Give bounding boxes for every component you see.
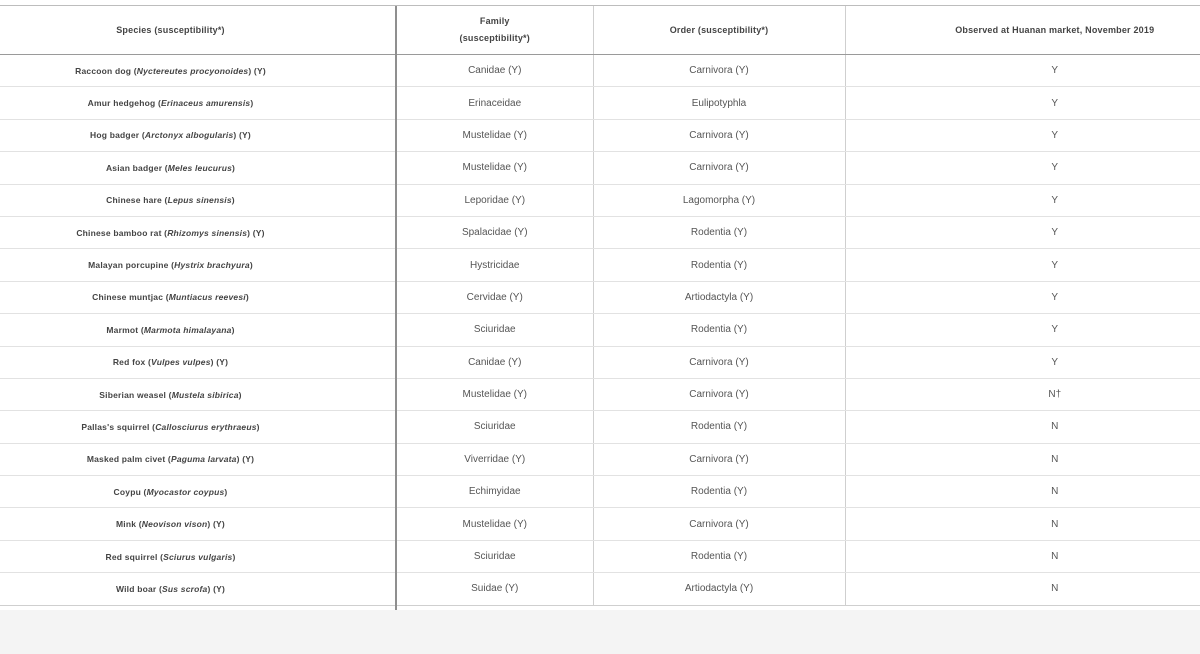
species-latin-name: Muntiacus reevesi [168, 292, 246, 303]
cell-family: Canidae (Y) [396, 55, 593, 87]
header-family-line2: (susceptibility*) [459, 33, 530, 43]
species-common-name: Red fox [112, 357, 146, 368]
table-row [0, 152, 1200, 184]
cell-observed: Y [845, 152, 1200, 184]
cell-family: Mustelidae (Y) [396, 508, 593, 540]
cell-observed: Y [845, 184, 1200, 216]
cell-species: Red squirrel (Sciurus vulgaris) [0, 540, 396, 572]
cell-species: Malayan porcupine (Hystrix brachyura) [0, 249, 396, 281]
cell-observed: Y [845, 216, 1200, 248]
cell-species: Chinese bamboo rat (Rhizomys sinensis) (Y) [0, 216, 396, 248]
cell-species: Marmot (Marmota himalayana) [0, 314, 396, 346]
species-latin-name: Rhizomys sinensis [167, 227, 248, 238]
cell-observed: Y [845, 87, 1200, 119]
cell-observed: Y [845, 346, 1200, 378]
species-susceptibility: (Y) [242, 454, 255, 465]
species-latin-name: Arctonyx albogularis [144, 130, 234, 141]
table-row [0, 378, 1200, 410]
species-common-name: Coypu [113, 486, 141, 497]
species-latin-name: Lepus sinensis [167, 195, 232, 206]
species-susceptibility: (Y) [253, 65, 266, 76]
species-susceptibility: (Y) [216, 357, 229, 368]
species-common-name: Amur hedgehog [87, 98, 156, 109]
species-latin-name: Neovison vison [141, 519, 208, 530]
cell-order: Artiodactyla (Y) [593, 281, 845, 313]
cell-observed: N [845, 508, 1200, 540]
cell-order: Rodentia (Y) [593, 411, 845, 443]
table-row [0, 184, 1200, 216]
table-row [0, 216, 1200, 248]
cell-family: Hystricidae [396, 249, 593, 281]
species-common-name: Malayan porcupine [88, 260, 169, 271]
species-common-name: Chinese hare [106, 195, 162, 206]
header-observed: Observed at Huanan market, November 2019 [845, 6, 1200, 55]
cell-family: Erinaceidae [396, 87, 593, 119]
header-order: Order (susceptibility*) [593, 6, 845, 55]
table-row [0, 540, 1200, 572]
cell-species: Siberian weasel (Mustela sibirica) [0, 378, 396, 410]
cell-family: Spalacidae (Y) [396, 216, 593, 248]
species-common-name: Red squirrel [105, 551, 158, 562]
cell-species: Pallas's squirrel (Callosciurus erythraeus) [0, 411, 396, 443]
cell-species: Asian badger (Meles leucurus) [0, 152, 396, 184]
cell-species: Masked palm civet (Paguma larvata) (Y) [0, 443, 396, 475]
cell-observed: Y [845, 249, 1200, 281]
species-table [0, 6, 1200, 606]
header-species: Species (susceptibility*) [0, 6, 396, 55]
table-row [0, 508, 1200, 540]
cell-species: Chinese hare (Lepus sinensis) [0, 184, 396, 216]
cell-family: Viverridae (Y) [396, 443, 593, 475]
cell-family: Suidae (Y) [396, 573, 593, 605]
table-row [0, 281, 1200, 313]
table-row [0, 119, 1200, 151]
cell-observed: Y [845, 119, 1200, 151]
table-row [0, 55, 1200, 87]
cell-species: Raccoon dog (Nyctereutes procyonoides) (Y) [0, 55, 396, 87]
cell-species: Hog badger (Arctonyx albogularis) (Y) [0, 119, 396, 151]
species-common-name: Wild boar [115, 583, 157, 594]
table-row [0, 346, 1200, 378]
cell-order: Eulipotyphla [593, 87, 845, 119]
species-latin-name: Paguma larvata [170, 454, 237, 465]
species-latin-name: Vulpes vulpes [151, 357, 211, 368]
table-row [0, 411, 1200, 443]
cell-family: Sciuridae [396, 540, 593, 572]
header-family-line1: Family [479, 16, 510, 26]
header-family [396, 6, 593, 55]
table-row [0, 314, 1200, 346]
cell-family: Leporidae (Y) [396, 184, 593, 216]
table-body [0, 55, 1200, 606]
cell-species: Red fox (Vulpes vulpes) (Y) [0, 346, 396, 378]
species-susceptibility: (Y) [213, 519, 225, 530]
cell-order: Carnivora (Y) [593, 152, 845, 184]
species-latin-name: Hystrix brachyura [174, 260, 250, 271]
cell-order: Artiodactyla (Y) [593, 573, 845, 605]
table-header [0, 6, 1200, 55]
cell-observed: N† [845, 378, 1200, 410]
header-row [0, 6, 1200, 55]
cell-family: Mustelidae (Y) [396, 152, 593, 184]
cell-observed: N [845, 540, 1200, 572]
cell-order: Lagomorpha (Y) [593, 184, 845, 216]
species-common-name: Mink [116, 519, 137, 530]
cell-family: Canidae (Y) [396, 346, 593, 378]
species-susceptibility: (Y) [213, 583, 226, 594]
species-latin-name: Nyctereutes procyonoides [136, 65, 249, 76]
species-common-name: Raccoon dog [75, 65, 132, 76]
cell-order: Carnivora (Y) [593, 378, 845, 410]
cell-observed: N [845, 443, 1200, 475]
cell-family: Mustelidae (Y) [396, 119, 593, 151]
species-common-name: Siberian weasel [99, 389, 167, 400]
species-latin-name: Sciurus vulgaris [163, 551, 233, 562]
species-latin-name: Meles leucurus [167, 162, 233, 173]
cell-order: Carnivora (Y) [593, 508, 845, 540]
cell-order: Carnivora (Y) [593, 443, 845, 475]
cell-order: Carnivora (Y) [593, 119, 845, 151]
cell-order: Rodentia (Y) [593, 476, 845, 508]
cell-order: Carnivora (Y) [593, 346, 845, 378]
cell-species: Wild boar (Sus scrofa) (Y) [0, 573, 396, 605]
species-common-name: Masked palm civet [86, 454, 166, 465]
cell-observed: N [845, 476, 1200, 508]
cell-order: Rodentia (Y) [593, 249, 845, 281]
species-common-name: Pallas's squirrel [81, 421, 150, 432]
cell-species: Chinese muntjac (Muntiacus reevesi) [0, 281, 396, 313]
cell-family: Mustelidae (Y) [396, 378, 593, 410]
cell-species: Coypu (Myocastor coypus) [0, 476, 396, 508]
table-row [0, 249, 1200, 281]
table-row [0, 476, 1200, 508]
cell-family: Sciuridae [396, 314, 593, 346]
table-row [0, 87, 1200, 119]
cell-order: Rodentia (Y) [593, 314, 845, 346]
column-divider-tail [395, 605, 397, 610]
species-common-name: Chinese muntjac [92, 292, 164, 303]
species-latin-name: Callosciurus erythraeus [155, 421, 257, 432]
species-common-name: Asian badger [105, 162, 163, 173]
cell-observed: N [845, 411, 1200, 443]
species-latin-name: Myocastor coypus [146, 486, 225, 497]
cell-species: Amur hedgehog (Erinaceus amurensis) [0, 87, 396, 119]
species-susceptibility: (Y) [252, 227, 265, 238]
cell-species: Mink (Neovison vison) (Y) [0, 508, 396, 540]
species-common-name: Chinese bamboo rat [76, 227, 162, 238]
species-susceptibility: (Y) [239, 130, 251, 141]
cell-family: Cervidae (Y) [396, 281, 593, 313]
species-latin-name: Mustela sibirica [171, 389, 239, 400]
cell-observed: Y [845, 314, 1200, 346]
table-row [0, 443, 1200, 475]
cell-family: Sciuridae [396, 411, 593, 443]
species-latin-name: Marmota himalayana [143, 324, 232, 335]
species-common-name: Marmot [106, 324, 139, 335]
species-common-name: Hog badger [90, 130, 140, 141]
table-row [0, 573, 1200, 605]
cell-family: Echimyidae [396, 476, 593, 508]
cell-order: Rodentia (Y) [593, 216, 845, 248]
cell-order: Carnivora (Y) [593, 55, 845, 87]
species-latin-name: Erinaceus amurensis [161, 98, 251, 109]
cell-observed: Y [845, 281, 1200, 313]
species-latin-name: Sus scrofa [162, 583, 208, 594]
cell-order: Rodentia (Y) [593, 540, 845, 572]
cell-observed: Y [845, 55, 1200, 87]
cell-observed: N [845, 573, 1200, 605]
